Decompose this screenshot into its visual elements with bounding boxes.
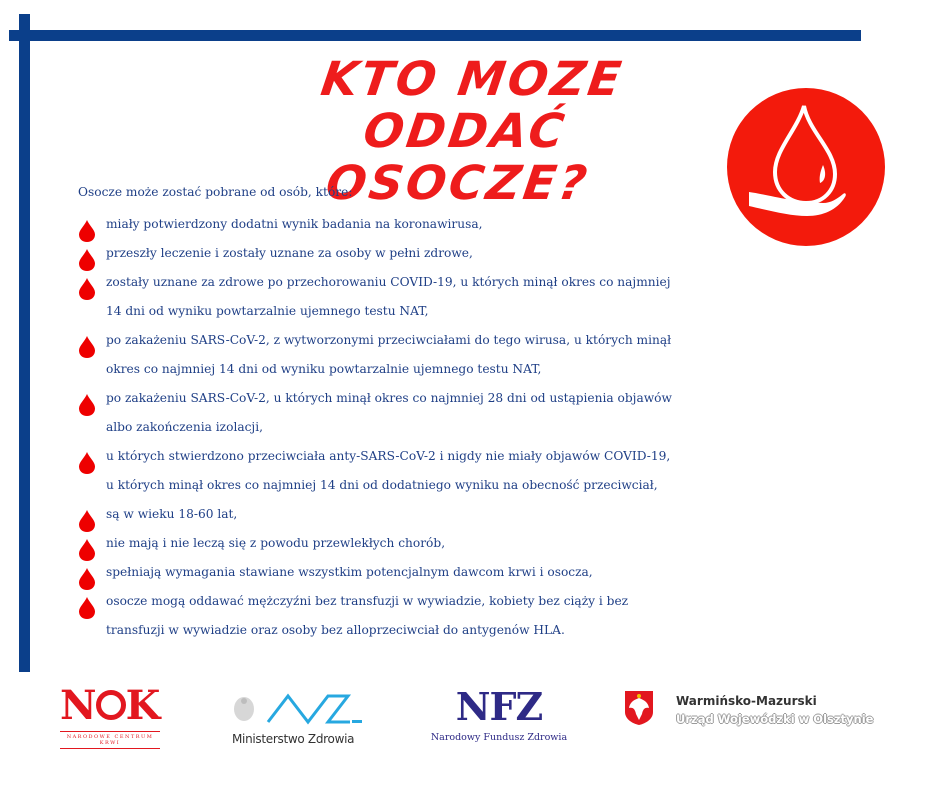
title-line-1: KTO MOZE ODDAĆ (317, 52, 628, 159)
list-item (78, 500, 718, 529)
hand-with-blood-drop-icon (727, 88, 885, 246)
eligibility-list (78, 210, 718, 645)
list-item (78, 442, 718, 500)
blood-drop-icon (78, 452, 96, 474)
list-item (78, 558, 718, 587)
list-item (78, 384, 718, 442)
list-item (78, 529, 718, 558)
list-item-text: spełniają wymagania stawiane wszystkim potencjalnym dawcom krwi i osocza, (106, 565, 593, 579)
list-item-text: po zakażeniu SARS-CoV-2, u których minął okres co najmniej 28 dni od ustąpienia objawów (106, 391, 672, 405)
nck-drop-circle-icon (96, 690, 126, 720)
list-item-text: u których minął okres co najmniej 14 dni od dodatniego wyniku na obecność przeciwciał, (106, 478, 658, 492)
list-item (78, 210, 718, 239)
mz-zigzag-mark-icon (266, 692, 366, 726)
blood-drop-icon (78, 394, 96, 416)
frame-left-bar (19, 14, 30, 672)
polish-eagle-shield-icon (624, 690, 654, 726)
list-item-text: osocze mogą oddawać mężczyźni bez transfuzji w wywiadzie, kobiety bez ciąży i bez (106, 594, 629, 608)
list-item-text: przeszły leczenie i zostały uznane za osoby w pełni zdrowe, (106, 246, 473, 260)
partner-logos (0, 680, 940, 760)
list-item-text: po zakażeniu SARS-CoV-2, z wytworzonymi przeciwciałami do tego wirusa, u których minął (106, 333, 672, 347)
mz-name: Ministerstwo Zdrowia (232, 732, 355, 746)
frame-top-bar (9, 30, 861, 41)
list-item-text: 14 dni od wyniku powtarzalnie ujemnego testu NAT, (106, 304, 429, 318)
wm-line-2: Urząd Wojewódzki w Olsztynie (676, 712, 874, 726)
list-item-text: albo zakończenia izolacji, (106, 420, 263, 434)
list-item-text: okres co najmniej 14 dni od wyniku powtarzalnie ujemnego testu NAT, (106, 362, 542, 376)
nfz-name: Narodowy Fundusz Zdrowia (430, 732, 568, 743)
wm-line-1: Warmińsko-Mazurski (676, 694, 817, 708)
logo-nck (60, 682, 160, 749)
logo-nfz (424, 684, 574, 743)
intro-text: Osocze może zostać pobrane od osób, które: (78, 185, 353, 199)
nck-subtitle: NARODOWE CENTRUM KRWI (60, 731, 160, 749)
list-item-text: są w wieku 18-60 lat, (106, 507, 238, 521)
title-line-2: OSOCZE? (322, 156, 593, 211)
nck-wordmark: N K (60, 682, 160, 729)
list-item-text: miały potwierdzony dodatni wynik badania na koronawirusa, (106, 217, 483, 231)
blood-drop-icon (78, 278, 96, 300)
list-item (78, 268, 718, 326)
list-item-text: nie mają i nie leczą się z powodu przewlekłych chorób, (106, 536, 446, 550)
list-item (78, 587, 718, 645)
list-item (78, 326, 718, 384)
eagle-emblem-icon (232, 694, 256, 724)
list-item (78, 239, 718, 268)
blood-drop-icon (78, 336, 96, 358)
list-item-text: u których stwierdzono przeciwciała anty-SARS-CoV-2 i nigdy nie miały objawów COVID-19, (106, 449, 671, 463)
list-item-text: zostały uznane za zdrowe po przechorowaniu COVID-19, u których minął okres co najmniej (106, 275, 671, 289)
list-item-text: transfuzji w wywiadzie oraz osoby bez alloprzeciwciał do antygenów HLA. (106, 623, 565, 637)
blood-drop-icon (78, 597, 96, 619)
nfz-wordmark: NFZ (455, 684, 543, 729)
